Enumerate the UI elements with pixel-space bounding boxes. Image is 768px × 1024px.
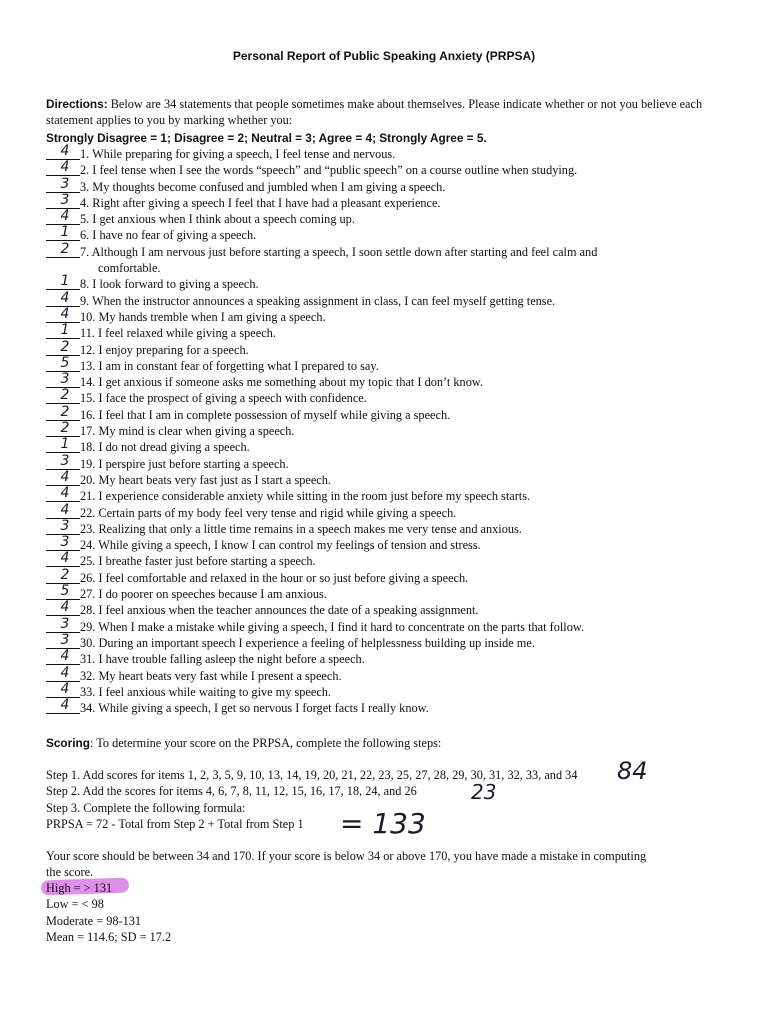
statement-item — [46, 550, 746, 569]
answer-blank[interactable] — [46, 615, 80, 633]
answer-blank[interactable] — [46, 224, 80, 241]
handwritten-answer: 4 — [60, 305, 70, 322]
handwritten-answer: 2 — [60, 403, 70, 420]
statement-text: 33. I feel anxious while waiting to give my speech. — [80, 684, 331, 699]
statement-list — [46, 143, 746, 716]
statement-item — [46, 680, 746, 700]
answer-blank[interactable] — [46, 354, 80, 372]
statement-text: 7. Although I am nervous just before starting a speech, I soon settle down after starting and feel calm and — [80, 244, 598, 259]
category-high: High = > 131 — [46, 881, 113, 895]
statement-text: 27. I do poorer on speeches because I am anxious. — [80, 587, 327, 602]
handwritten-answer: 2 — [60, 420, 70, 437]
handwritten-answer: 1 — [60, 273, 70, 290]
handwritten-answer: 4 — [60, 485, 70, 502]
answer-blank[interactable] — [46, 550, 80, 567]
answer-blank[interactable] — [46, 371, 80, 388]
answer-blank[interactable] — [46, 648, 80, 665]
statement-item — [46, 175, 746, 195]
statement-item — [46, 305, 746, 325]
step-3: Step 3. Complete the following formula: — [46, 800, 246, 815]
answer-blank[interactable] — [46, 468, 80, 486]
statement-text: 29. When I make a mistake while giving a speech, I find it hard to concentrate on the parts that follow. — [80, 619, 585, 634]
answer-blank[interactable] — [46, 631, 80, 649]
answer-blank[interactable] — [46, 534, 80, 551]
handwritten-answer: 4 — [60, 208, 70, 225]
handwritten-answer: 2 — [60, 387, 70, 404]
formula: PRPSA = 72 - Total from Step 2 + Total from Step 1 — [46, 816, 304, 831]
statement-item — [46, 468, 746, 488]
statement-item — [46, 289, 746, 309]
answer-blank[interactable] — [46, 289, 80, 307]
statement-text-continuation: comfortable. — [98, 261, 161, 276]
answer-blank[interactable] — [46, 322, 80, 339]
handwritten-answer: 4 — [60, 599, 70, 616]
statement-item — [46, 420, 746, 439]
statement-item — [46, 501, 746, 521]
statement-text: 5. I get anxious when I think about a speech coming up. — [80, 212, 355, 227]
answer-blank[interactable] — [46, 273, 80, 290]
handwritten-answer: 4 — [60, 697, 70, 714]
statement-text: 16. I feel that I am in complete possession of myself while giving a speech. — [80, 407, 451, 422]
step1-handwritten-total: 84 — [617, 757, 648, 785]
answer-blank[interactable] — [46, 403, 80, 421]
statement-text: 25. I breathe faster just before starting a speech. — [80, 554, 316, 569]
statement-text: 6. I have no fear of giving a speech. — [80, 228, 257, 243]
statement-text: 14. I get anxious if someone asks me something about my topic that I don’t know. — [80, 375, 484, 390]
scoring-label: Scoring — [46, 736, 90, 750]
statement-item — [46, 224, 746, 243]
statement-text: 24. While giving a speech, I know I can control my feelings of tension and stress. — [80, 538, 481, 553]
answer-blank[interactable] — [46, 501, 80, 519]
handwritten-answer: 4 — [60, 468, 70, 485]
statement-item — [46, 485, 746, 504]
handwritten-answer: 5 — [60, 354, 70, 371]
statement-item — [46, 583, 746, 602]
handwritten-answer: 4 — [60, 550, 70, 567]
answer-blank[interactable] — [46, 208, 80, 225]
mean-sd: Mean = 114.6; SD = 17.2 — [46, 929, 172, 944]
statement-text: 3. My thoughts become confused and jumbled when I am giving a speech. — [80, 179, 446, 194]
statement-item — [46, 208, 746, 227]
statement-text: 2. I feel tense when I see the words “speech” and “public speech” on a course outline when studying. — [80, 163, 578, 178]
handwritten-answer: 4 — [60, 680, 70, 697]
answer-blank[interactable] — [46, 566, 80, 584]
handwritten-answer: 4 — [60, 501, 70, 518]
handwritten-answer: 5 — [60, 583, 70, 600]
statement-item — [46, 322, 746, 341]
answer-blank[interactable] — [46, 159, 80, 176]
statement-text: 9. When the instructor announces a speaking assignment in class, I can feel myself getting tense. — [80, 293, 556, 308]
step2-handwritten-total: 23 — [471, 780, 497, 804]
handwritten-answer: 2 — [60, 240, 70, 257]
statement-item — [46, 387, 746, 406]
answer-blank[interactable] — [46, 436, 80, 453]
statement-item — [46, 599, 746, 618]
statement-text: 1. While preparing for giving a speech, I feel tense and nervous. — [80, 147, 396, 161]
page-title: Personal Report of Public Speaking Anxiety (PRPSA) — [232, 49, 536, 63]
rating-scale: Strongly Disagree = 1; Disagree = 2; Neutral = 3; Agree = 4; Strongly Agree = 5. — [46, 131, 487, 145]
handwritten-answer: 3 — [60, 534, 70, 551]
range-note — [46, 848, 736, 881]
handwritten-answer: 3 — [60, 452, 70, 469]
handwritten-answer: 2 — [60, 566, 70, 583]
statement-item — [46, 240, 746, 277]
statement-item — [46, 338, 746, 358]
scoring-intro: : To determine your score on the PRPSA, complete the following steps: — [89, 736, 442, 750]
statement-item — [46, 354, 746, 374]
statement-text: 20. My heart beats very fast just as I start a speech. — [80, 472, 331, 487]
formula-handwritten-result: = 133 — [340, 807, 426, 840]
category-low: Low = < 98 — [46, 897, 104, 912]
statement-item — [46, 697, 746, 716]
answer-blank[interactable] — [46, 680, 80, 698]
statement-text: 34. While giving a speech, I get so nervous I forget facts I really know. — [80, 701, 429, 716]
answer-blank[interactable] — [46, 191, 80, 209]
statement-text: 22. Certain parts of my body feel very tense and rigid while giving a speech. — [80, 505, 457, 520]
category-moderate: Moderate = 98-131 — [46, 913, 142, 928]
scoring-heading-line — [46, 735, 746, 751]
score-categories — [46, 880, 171, 945]
handwritten-answer: 4 — [60, 159, 70, 176]
handwritten-answer: 1 — [60, 322, 70, 339]
statement-text: 13. I am in constant fear of forgetting what I prepared to say. — [80, 358, 379, 373]
statement-text: 21. I experience considerable anxiety while sitting in the room just before my speech starts. — [80, 489, 531, 504]
statement-text: 31. I have trouble falling asleep the night before a speech. — [80, 652, 365, 667]
statement-text: 10. My hands tremble when I am giving a speech. — [80, 309, 326, 324]
answer-blank[interactable] — [46, 420, 80, 437]
handwritten-answer: 4 — [60, 289, 70, 306]
statement-item — [46, 615, 746, 635]
statement-item — [46, 631, 746, 651]
handwritten-answer: 1 — [60, 224, 70, 241]
statement-item — [46, 517, 746, 537]
statement-item — [46, 273, 746, 292]
statement-text: 26. I feel comfortable and relaxed in the hour or so just before giving a speech. — [80, 570, 469, 585]
statement-text: 4. Right after giving a speech I feel that I have had a pleasant experience. — [80, 195, 441, 210]
answer-blank[interactable] — [46, 240, 80, 258]
statement-item — [46, 436, 746, 455]
statement-item — [46, 452, 746, 472]
statement-text: 19. I perspire just before starting a speech. — [80, 456, 289, 471]
directions-paragraph — [46, 96, 736, 129]
statement-item — [46, 534, 746, 553]
handwritten-answer: 3 — [60, 517, 70, 534]
range-note-line-2: the score. — [46, 865, 94, 880]
statement-item — [46, 159, 746, 178]
answer-blank[interactable] — [46, 387, 80, 404]
statement-text: 15. I face the prospect of giving a speech with confidence. — [80, 391, 367, 406]
statement-item — [46, 191, 746, 211]
directions-label: Directions: — [46, 97, 108, 111]
statement-text: 18. I do not dread giving a speech. — [80, 440, 250, 455]
step-1: Step 1. Add scores for items 1, 2, 3, 5, 9, 10, 13, 14, 19, 20, 21, 22, 23, 25, 27, 28, 29, 30, 31, 32, 33, and 34 — [46, 768, 578, 782]
statement-text: 23. Realizing that only a little time remains in a speech makes me very tense and anxious. — [80, 521, 522, 536]
directions-text: Below are 34 statements that people sometimes make about themselves. Please indicate whether or not you believe each statement applies to you by marking whether you: — [46, 97, 703, 128]
handwritten-answer: 3 — [60, 615, 70, 632]
statement-text: 8. I look forward to giving a speech. — [80, 277, 259, 292]
statement-text: 17. My mind is clear when giving a speech. — [80, 424, 295, 439]
statement-text: 11. I feel relaxed while giving a speech. — [80, 326, 276, 341]
answer-blank[interactable] — [46, 664, 80, 682]
statement-text: 30. During an important speech I experience a feeling of helplessness building up inside me. — [80, 635, 535, 650]
handwritten-answer: 3 — [60, 371, 70, 388]
answer-blank[interactable] — [46, 583, 80, 600]
handwritten-answer: 3 — [60, 175, 70, 192]
answer-blank[interactable] — [46, 143, 80, 160]
range-note-line-1: Your score should be between 34 and 170. If your score is below 34 or above 170, you have made a mistake in computing — [46, 849, 647, 863]
answer-blank[interactable] — [46, 338, 80, 356]
statement-item — [46, 371, 746, 390]
statement-text: 12. I enjoy preparing for a speech. — [80, 342, 249, 357]
answer-blank[interactable] — [46, 517, 80, 535]
handwritten-answer: 3 — [60, 191, 70, 208]
statement-item — [46, 403, 746, 423]
statement-text: 28. I feel anxious when the teacher announces the date of a speaking assignment. — [80, 603, 479, 618]
answer-blank[interactable] — [46, 175, 80, 193]
statement-text: 32. My heart beats very fast while I present a speech. — [80, 668, 342, 683]
answer-blank[interactable] — [46, 452, 80, 470]
handwritten-answer: 4 — [60, 143, 70, 159]
answer-blank[interactable] — [46, 599, 80, 616]
handwritten-answer: 3 — [60, 631, 70, 648]
handwritten-answer: 4 — [60, 664, 70, 681]
statement-item — [46, 143, 746, 162]
answer-blank[interactable] — [46, 305, 80, 323]
step-2: Step 2. Add the scores for items 4, 6, 7, 8, 11, 12, 15, 16, 17, 18, 24, and 26 — [46, 784, 417, 799]
handwritten-answer: 1 — [60, 436, 70, 453]
statement-item — [46, 648, 746, 667]
answer-blank[interactable] — [46, 485, 80, 502]
handwritten-answer: 2 — [60, 338, 70, 355]
statement-item — [46, 664, 746, 684]
statement-item — [46, 566, 746, 586]
handwritten-answer: 4 — [60, 648, 70, 665]
answer-blank[interactable] — [46, 697, 80, 714]
